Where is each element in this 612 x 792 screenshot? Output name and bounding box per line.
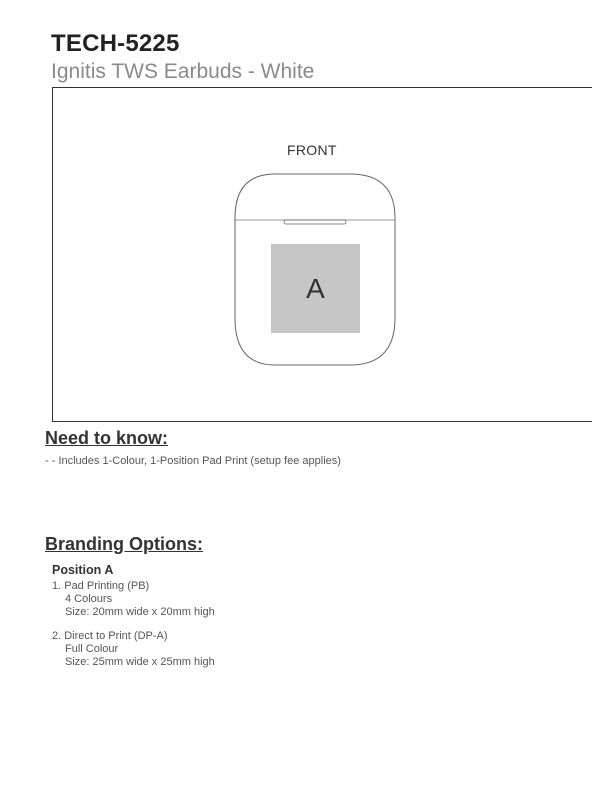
branding-option-pad-printing: [52, 580, 215, 619]
case-hinge-slot: [284, 220, 346, 224]
need-to-know-item: - - Includes 1-Colour, 1-Position Pad Print (setup fee applies): [45, 455, 341, 467]
print-position-a: [271, 244, 360, 333]
option-method: 2. Direct to Print (DP-A): [52, 630, 168, 642]
product-code: TECH-5225: [51, 30, 180, 57]
branding-options-heading: Branding Options:: [45, 534, 203, 554]
option-size: Size: 20mm wide x 20mm high: [65, 606, 215, 618]
need-to-know-heading: Need to know:: [45, 428, 169, 448]
print-position-label: A: [306, 272, 325, 304]
position-a-title: Position A: [52, 563, 114, 577]
product-name: Ignitis TWS Earbuds - White: [51, 60, 315, 83]
option-size: Size: 25mm wide x 25mm high: [65, 656, 215, 668]
view-label-front: FRONT: [287, 142, 337, 158]
branding-option-direct-print: [52, 630, 215, 669]
option-colours: 4 Colours: [65, 593, 113, 605]
option-method: 1. Pad Printing (PB): [52, 580, 150, 592]
option-colours: Full Colour: [65, 643, 119, 655]
